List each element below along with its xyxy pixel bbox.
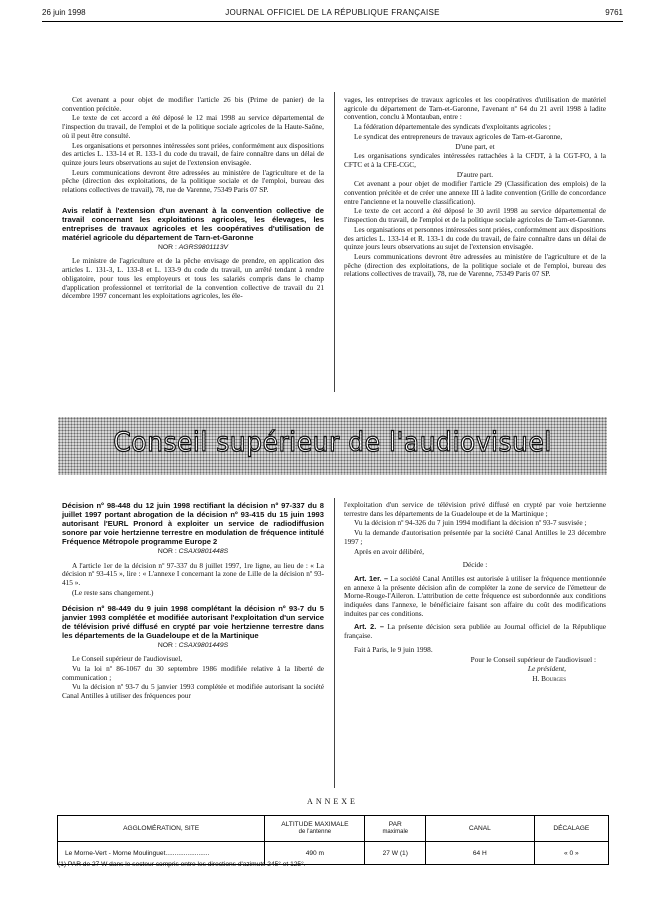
paragraph: Le Conseil supérieur de l'audiovisuel,: [72, 654, 183, 664]
signature-line-1: Pour le Conseil supérieur de l'audiovisuel :: [470, 654, 596, 664]
annexe-footnote: (1) PAR de 27 W dans le secteur compris entre les directions d'azimuts 245° et 125°.: [58, 861, 306, 868]
signature-line-2: Le président,: [527, 664, 566, 674]
header-journal-title: JOURNAL OFFICIEL DE LA RÉPUBLIQUE FRANÇAISE: [225, 8, 440, 17]
header-rule: [42, 21, 623, 22]
paragraph: Les organisations syndicales intéressées rattachées à la CFDT, à la CGT-FO, à la CFTC et à la CFE-CGC,: [344, 151, 606, 169]
paragraph: Cet avenant a pour objet de modifier l'article 29 (Classification des emplois) de la convention précitée et de créer une annexe III à ladite convention (Grille de concordance entre l'ancienne et la nouvelle classification).: [344, 179, 606, 206]
decision-2-nor: NOR : CSAX9801449S: [157, 641, 229, 649]
avis-nor: NOR : AGRS9801113V: [157, 243, 229, 251]
table-header-row: [58, 816, 609, 842]
paragraph: D'autre part.: [456, 169, 494, 179]
paragraph: Le syndicat des entrepreneurs de travaux agricoles de Tarn-et-Garonne,: [354, 131, 563, 141]
paragraph: (Le reste sans changement.): [72, 587, 154, 597]
cell-par: 27 W (1): [365, 842, 426, 865]
header-par: PAR maximale: [365, 816, 426, 842]
header-canal: CANAL: [426, 816, 535, 842]
annexe-table: [57, 815, 609, 865]
paragraph: Vu la demande d'autorisation présentée par la société Canal Antilles le 23 décembre 1997 ;: [344, 528, 606, 546]
paragraph: Vu la décision nº 94-326 du 7 juin 1994 modifiant la décision nº 93-7 susvisée ;: [354, 518, 587, 528]
page-header: [42, 8, 623, 22]
signature-line-3: H. Bourges: [532, 673, 566, 683]
header-date: 26 juin 1998: [42, 8, 86, 17]
header-agglomeration: AGGLOMÉRATION, SITE: [58, 816, 265, 842]
top-left-column: [62, 96, 324, 302]
cell-decalage: « 0 »: [534, 842, 608, 865]
paragraph: Vu la décision nº 93-7 du 5 janvier 1993 complétée et modifiée autorisant la société Canal Antilles à utiliser des fréquences pour: [62, 682, 324, 701]
decision-2-title: Décision nº 98-449 du 9 juin 1998 complétant la décision nº 93-7 du 5 janvier 1993 complétée et modifiée autorisant l'exploitation d'un service de télévision privé diffusé en crypté par voie hertzienne terrestre dans les départements de la Guadeloupe et de la Martinique: [62, 603, 324, 640]
paragraph: D'une part, et: [455, 141, 495, 151]
done-at: Fait à Paris, le 9 juin 1998.: [354, 644, 433, 654]
avis-title: Avis relatif à l'extension d'un avenant à la convention collective de travail concernant les exploitations agricoles, les élevages, les entreprises de travaux agricoles et les coopératives d'utilisation de matériel agricole du département de Tarn-et-Garonne: [62, 205, 324, 242]
header-altitude: ALTITUDE MAXIMALE de l'antenne: [265, 816, 365, 842]
paragraph: Le texte de cet accord a été déposé le 30 avril 1998 au service départemental de l'inspection du travail, de l'emploi et de la politique sociale agricoles de Tarn-et-Garonne.: [344, 206, 606, 225]
paragraph: Le texte de cet accord a été déposé le 12 mai 1998 au service départemental de l'inspection du travail, de l'emploi et de la politique sociale agricoles de la Haute-Saône, où il peut être consulté.: [62, 113, 324, 140]
header-page-number: 9761: [605, 8, 623, 17]
column-divider-bottom: [334, 498, 335, 788]
bottom-right-column: [344, 501, 606, 685]
cell-altitude: 490 m: [265, 842, 365, 865]
paragraph: Cet avenant a pour objet de modifier l'article 26 bis (Prime de panier) de la convention précitée.: [62, 95, 324, 113]
paragraph: vages, les entreprises de travaux agricoles et les coopératives d'utilisation de matériel agricole du département de Tarn-et-Garonne, l'avenant nº 64 du 21 avril 1998 à ladite convention, conclu à Montauban, entre :: [344, 95, 606, 122]
paragraph: l'exploitation d'un service de télévision privé diffusé en crypté par voie hertzienne terrestre dans les départements de la Guadeloupe et de la Martinique ;: [344, 500, 606, 518]
section-banner-title: Conseil supérieur de l'audiovisuel: [113, 427, 552, 458]
column-divider-top: [334, 92, 335, 392]
paragraph: Leurs communications devront être adressées au ministère de l'agriculture et de la pêche (direction des exploitations, de la politique sociale et de l'emploi, bureau des relations collectives de travail), 78, rue de Varenne, 75349 Paris 07 SP.: [344, 251, 606, 279]
paragraph: Après en avoir délibéré,: [354, 546, 425, 556]
decision-1-title: Décision nº 98-448 du 12 juin 1998 rectifiant la décision nº 97-337 du 8 juillet 1997 portant abrogation de la décision nº 93-415 du 15 juin 1993 autorisant l'EURL Pronord à exploiter un service de radiodiffusion sonore par voie hertzienne terrestre en modulation de fréquence intitulé Fréquence Métropole programme Europe 2: [62, 501, 324, 546]
cell-canal: 64 H: [426, 842, 535, 865]
decide-label: Décide :: [462, 560, 488, 570]
header-decalage: DÉCALAGE: [534, 816, 608, 842]
article-1: Art. 1er. – La société Canal Antilles est autorisée à utiliser la fréquence mentionnée en annexe à la présente décision afin de compléter la zone de service de l'émetteur de Morne-Rouge-l'Aileron. L'attribution de cette fréquence est subordonnée aux conditions indiquées dans l'annexe, le bénéficiaire faisant son affaire du coût des modifications induites par ces conditions.: [344, 573, 607, 618]
top-right-column: [344, 96, 606, 280]
annexe-title: ANNEXE: [307, 797, 358, 806]
paragraph: La fédération départementale des syndicats d'exploitants agricoles ;: [354, 122, 551, 132]
bottom-left-column: [62, 501, 324, 702]
paragraph: Leurs communications devront être adressées au ministère de l'agriculture et de la pêche (direction des exploitations, de la politique sociale et de l'emploi, bureau des relations collectives de travail), 78, rue de Varenne, 75349 Paris 07 SP.: [62, 167, 324, 195]
paragraph: Vu la loi nº 86-1067 du 30 septembre 1986 modifiée relative à la liberté de communication ;: [62, 663, 324, 682]
paragraph: A l'article 1er de la décision nº 97-337 du 8 juillet 1997, 1re ligne, au lieu de : « La décision nº 93-415 », lire : « L'annexe I concernant la zone de Lille de la décision nº 93-415 ».: [62, 560, 324, 588]
article-2: Art. 2. – La présente décision sera publiée au Journal officiel de la République française.: [344, 622, 606, 641]
cell-site: Le Morne-Vert - Morne Moulinguet........................: [58, 842, 265, 865]
decision-1-nor: NOR : CSAX9801448S: [157, 548, 229, 555]
paragraph: Les organisations et personnes intéressées sont priées, conformément aux dispositions des articles L. 133-14 et R. 133-1 du code du travail, de faire connaître dans un délai de quinze jours leurs observations au sujet de l'extension envisagée.: [62, 140, 324, 167]
paragraph: Le ministre de l'agriculture et de la pêche envisage de prendre, en application des articles L. 131-3, L. 133-8 et L. 133-9 du code du travail, un arrêté tendant à rendre obligatoire, pour tous les employeurs et tous les salariés compris dans le champ d'application professionnel et territorial de la convention collective de travail du 21 décembre 1997 concernant les exploitations agricoles, les éle-: [62, 256, 324, 301]
paragraph: Les organisations et personnes intéressées sont priées, conformément aux dispositions des articles L. 133-14 et R. 133-1 du code du travail, de faire connaître dans un délai de quinze jours leurs observations au sujet de l'extension envisagée.: [344, 224, 606, 252]
